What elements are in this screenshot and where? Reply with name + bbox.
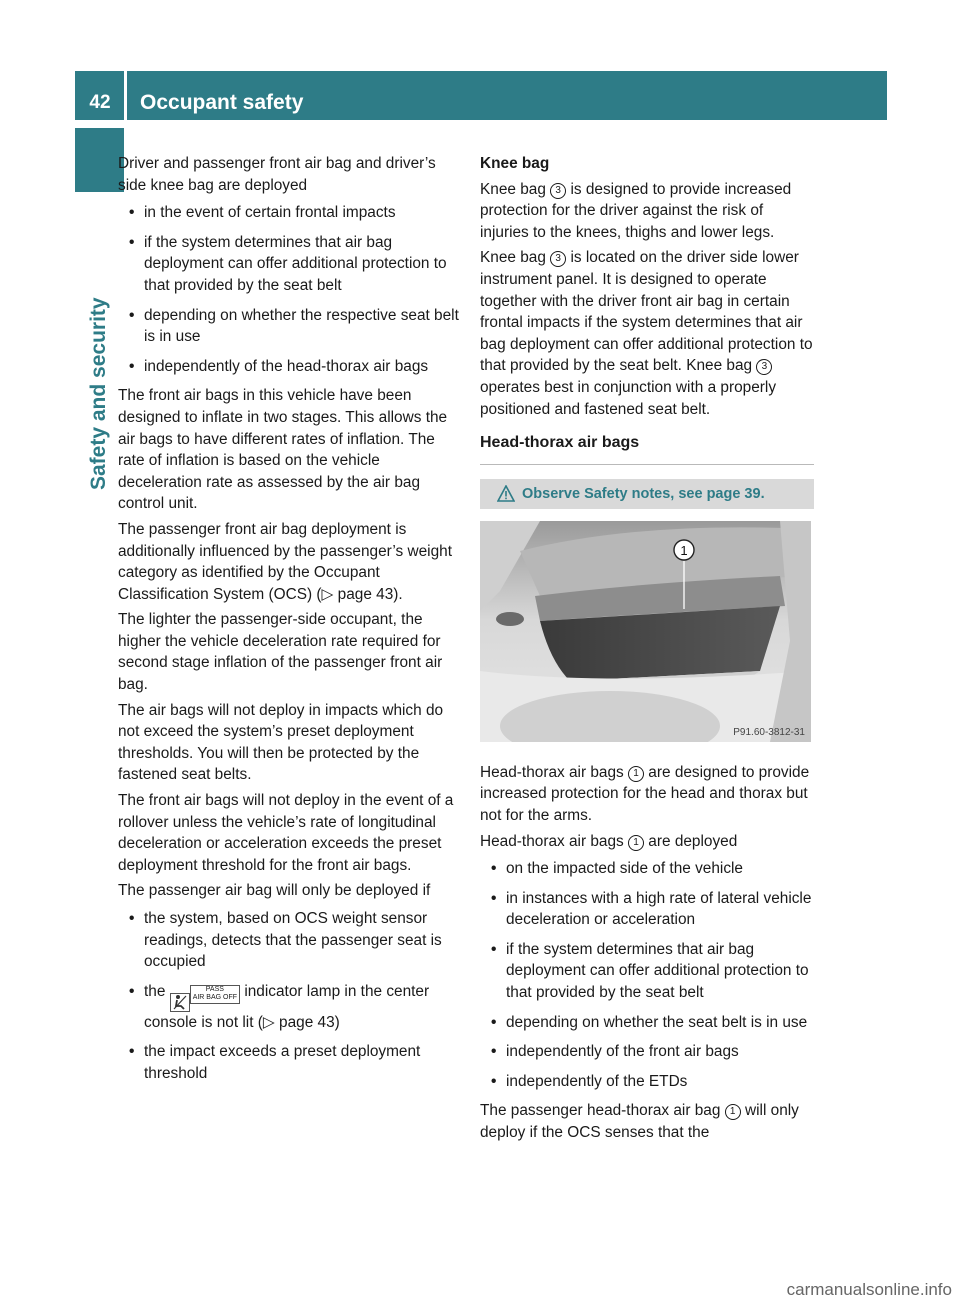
side-tab	[75, 128, 124, 192]
text: is located on the driver side lower instrument panel. It is designed to operate together with the driver front air bag in certain frontal impacts if the system determines that air bag deployment can offer additional protection to that provided by the seat belt. Knee bag	[480, 249, 813, 375]
safety-notice	[480, 479, 814, 509]
list-item: • if the system determines that air bag deployment can offer additional protection to that provided by the seat belt	[480, 939, 814, 1004]
paragraph	[480, 831, 814, 853]
list-item: • depending on whether the respective seat belt is in use	[118, 305, 463, 348]
passenger-airbag-off-lamp-icon	[170, 993, 190, 1012]
text: Knee bag	[480, 249, 546, 267]
paragraph: The front air bags in this vehicle have been designed to inflate in two stages. This allows the air bags to have different rates of inflation. The rate of inflation is based on the vehicle deceleration rate as assessed by the air bag control unit.	[118, 387, 448, 513]
callout-1-icon: 1	[628, 835, 644, 851]
watermark: carmanualsonline.info	[786, 1280, 952, 1299]
callout-3-icon: 3	[550, 183, 566, 199]
list-item: • in the event of certain frontal impacts	[118, 202, 463, 224]
section-tab-label: Safety and security	[87, 297, 110, 490]
callout-3-icon: 3	[550, 251, 566, 267]
page-title: Occupant safety	[140, 91, 304, 114]
text: are designed to provide increased protection for the head and thorax but not for the arms.	[480, 763, 810, 824]
paragraph: The passenger air bag will only be deployed if	[118, 882, 431, 900]
text: Head-thorax air bags	[480, 763, 624, 781]
text: is designed to provide increased protection for the driver against the risk of injuries to the knees, thighs and lower legs.	[480, 180, 792, 241]
list-text: indicator lamp in the center console is not lit (▷ page 43)	[144, 982, 430, 1031]
list-item: • in instances with a high rate of lateral vehicle deceleration or acceleration	[480, 888, 814, 931]
paragraph: The lighter the passenger-side occupant, the higher the vehicle deceleration rate required for second stage inflation of the passenger front air bag.	[118, 611, 443, 694]
paragraph	[480, 179, 814, 244]
knee-bag-heading: Knee bag	[480, 155, 550, 172]
figure-callout: 1	[680, 542, 688, 558]
lamp-text: AIR BAG	[192, 993, 222, 1001]
list-item: • if the system determines that air bag deployment can offer additional protection to that provided by the seat belt	[118, 232, 463, 297]
paragraph	[480, 247, 814, 420]
lamp-text: PASS	[205, 985, 224, 993]
text: Head-thorax air bags	[480, 832, 624, 850]
right-column	[480, 153, 814, 1148]
list-item: • the system, based on OCS weight sensor readings, detects that the passenger seat is occupied	[118, 908, 463, 973]
callout-3-icon: 3	[756, 359, 772, 375]
paragraph: The front air bags will not deploy in the event of a rollover unless the vehicle’s rate of longitudinal deceleration or acceleration exceeds the preset deployment threshold for the front air bags.	[118, 792, 454, 874]
paragraph	[480, 762, 814, 827]
list-item: • on the impacted side of the vehicle	[480, 858, 814, 880]
text: Knee bag	[480, 180, 546, 198]
list-item: • the impact exceeds a preset deployment threshold	[118, 1041, 463, 1084]
text: will only deploy if the OCS senses that the	[480, 1102, 799, 1142]
header-divider	[124, 71, 127, 120]
intro-text: Driver and passenger front air bag and driver’s side knee bag are deployed	[118, 155, 436, 194]
paragraph: The passenger front air bag deployment is additionally influenced by the passenger’s weight category as identified by the Occupant Classification System (OCS) (▷ page 43).	[118, 520, 452, 603]
list-item	[118, 981, 463, 1034]
section-heading: Head-thorax air bags	[480, 432, 814, 465]
pass-airbag-off-indicator-icon	[190, 985, 240, 1004]
callout-1-icon: 1	[725, 1104, 741, 1120]
list-item: • independently of the ETDs	[480, 1071, 814, 1093]
notice-text: Observe Safety notes, see page 39.	[522, 485, 765, 502]
figure-code: P91.60-3812-31	[733, 726, 805, 738]
paragraph: The air bags will not deploy in impacts which do not exceed the system’s preset deployment thresholds. You will then be protected by the fastened seat belts.	[118, 701, 444, 784]
door-airbag-figure	[480, 521, 811, 742]
text: are deployed	[648, 832, 738, 850]
left-column	[118, 153, 463, 1093]
page-number: 42	[89, 92, 111, 113]
list-item: • independently of the head-thorax air bags	[118, 356, 463, 378]
list-item: • independently of the front air bags	[480, 1041, 814, 1063]
paragraph	[480, 1100, 814, 1143]
list-item: • depending on whether the seat belt is in use	[480, 1012, 814, 1034]
list-text: the	[144, 982, 166, 1000]
warning-triangle-icon	[497, 485, 515, 502]
text: operates best in conjunction with a properly positioned and fastened seat belt.	[480, 378, 777, 418]
lamp-text: OFF	[223, 993, 238, 1001]
text: The passenger head-thorax air bag	[480, 1102, 721, 1120]
callout-1-icon: 1	[628, 766, 644, 782]
door-interior-image	[480, 521, 811, 742]
